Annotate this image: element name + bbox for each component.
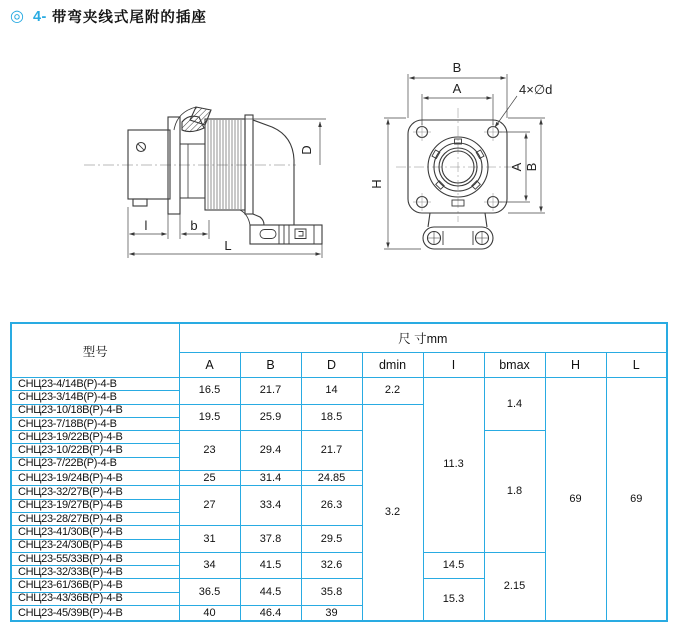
model-cell: CHЦ23-7/18B(P)-4-B [11, 417, 179, 430]
column-header-D: D [301, 353, 362, 378]
value-cell-B: 29.4 [240, 431, 301, 471]
value-cell-bmax: 2.15 [484, 552, 545, 621]
value-cell-H: 69 [545, 378, 606, 622]
column-header-A: A [179, 353, 240, 378]
flange-plate [408, 120, 507, 213]
model-cell: CHЦ23-32/27B(P)-4-B [11, 486, 179, 499]
value-cell-L: 69 [606, 378, 667, 622]
bracket-neck [428, 213, 487, 227]
model-cell: CHЦ23-10/18B(P)-4-B [11, 404, 179, 417]
value-cell-B: 21.7 [240, 378, 301, 405]
model-cell: CHЦ23-55/33B(P)-4-B [11, 552, 179, 565]
value-cell-B: 37.8 [240, 526, 301, 553]
value-cell-B: 44.5 [240, 579, 301, 606]
column-header-I: I [423, 353, 484, 378]
value-cell-D: 32.6 [301, 552, 362, 579]
section-number: 4- [32, 8, 47, 25]
section-bullet-icon: ◎ [10, 7, 24, 25]
value-cell-I: 15.3 [423, 579, 484, 621]
value-cell-I: 11.3 [423, 378, 484, 553]
column-header-model: 型号 [11, 323, 179, 378]
dim-label-l: l [144, 218, 148, 233]
front-view-drawing [368, 52, 668, 280]
connector-body [128, 130, 170, 199]
section-title-text: 带弯夹线式尾附的插座 [51, 10, 207, 26]
value-cell-A: 31 [179, 526, 240, 553]
model-cell: CHЦ23-45/39B(P)-4-B [11, 606, 179, 622]
value-cell-dmin: 2.2 [362, 378, 423, 405]
side-view-drawing [78, 62, 378, 268]
model-cell: CHЦ23-4/14B(P)-4-B [11, 378, 179, 391]
column-header-dmin: dmin [362, 353, 423, 378]
value-cell-A: 27 [179, 486, 240, 526]
cable-clamp [250, 225, 322, 244]
value-cell-dmin: 3.2 [362, 404, 423, 621]
body-tab [133, 199, 147, 206]
model-cell: CHЦ23-10/22B(P)-4-B [11, 444, 179, 457]
dim-label-B-right: B [524, 162, 539, 172]
elbow-outer [253, 120, 294, 225]
value-cell-D: 29.5 [301, 526, 362, 553]
value-cell-B: 31.4 [240, 471, 301, 486]
dim-label-H: H [369, 179, 384, 189]
spec-table-body [11, 378, 667, 622]
dim-label-L: L [224, 238, 232, 253]
section-title [10, 6, 207, 27]
value-cell-D: 14 [301, 378, 362, 405]
value-cell-B: 25.9 [240, 404, 301, 431]
dim-label-b: b [190, 218, 198, 233]
value-cell-D: 35.8 [301, 579, 362, 606]
clamp-band [279, 225, 289, 244]
column-header-dimensions: 尺 寸mm [179, 323, 667, 353]
value-cell-A: 34 [179, 552, 240, 579]
dim-label-holes: 4×∅d [519, 82, 553, 97]
model-cell: CHЦ23-41/30B(P)-4-B [11, 526, 179, 539]
value-cell-D: 21.7 [301, 431, 362, 471]
model-cell: CHЦ23-61/36B(P)-4-B [11, 579, 179, 592]
model-cell: CHЦ23-7/22B(P)-4-B [11, 457, 179, 470]
model-cell: CHЦ23-19/22B(P)-4-B [11, 431, 179, 444]
table-row [11, 378, 667, 391]
value-cell-B: 33.4 [240, 486, 301, 526]
clamp-screw [295, 229, 306, 239]
coupling-ribs [208, 120, 241, 209]
value-cell-A: 25 [179, 471, 240, 486]
dim-label-A-right: A [509, 162, 524, 172]
spec-table [10, 322, 668, 622]
model-cell: CHЦ23-32/33B(P)-4-B [11, 566, 179, 579]
column-header-H: H [545, 353, 606, 378]
model-cell: CHЦ23-24/30B(P)-4-B [11, 539, 179, 552]
column-header-B: B [240, 353, 301, 378]
dim-label-D: D [299, 145, 314, 155]
value-cell-A: 23 [179, 431, 240, 471]
value-cell-bmax: 1.4 [484, 378, 545, 431]
value-cell-A: 19.5 [179, 404, 240, 431]
value-cell-A: 16.5 [179, 378, 240, 405]
dim-label-A-top: A [452, 81, 462, 96]
model-cell: CHЦ23-3/14B(P)-4-B [11, 391, 179, 404]
value-cell-D: 39 [301, 606, 362, 622]
model-cell: CHЦ23-28/27B(P)-4-B [11, 512, 179, 525]
value-cell-B: 46.4 [240, 606, 301, 622]
value-cell-D: 24.85 [301, 471, 362, 486]
coupling-collar [245, 115, 253, 214]
value-cell-I: 14.5 [423, 552, 484, 579]
leader-holes [495, 96, 517, 127]
value-cell-A: 36.5 [179, 579, 240, 606]
dim-label-B-top: B [452, 60, 462, 75]
value-cell-bmax: 1.8 [484, 431, 545, 553]
value-cell-A: 40 [179, 606, 240, 622]
model-cell: CHЦ23-19/27B(P)-4-B [11, 499, 179, 512]
column-header-L: L [606, 353, 667, 378]
model-cell: CHЦ23-19/24B(P)-4-B [11, 471, 179, 486]
value-cell-D: 26.3 [301, 486, 362, 526]
value-cell-D: 18.5 [301, 404, 362, 431]
model-cell: CHЦ23-43/36B(P)-4-B [11, 592, 179, 605]
elbow-inner [253, 214, 264, 225]
value-cell-B: 41.5 [240, 552, 301, 579]
clamp-slot [260, 230, 276, 239]
column-header-bmax: bmax [484, 353, 545, 378]
